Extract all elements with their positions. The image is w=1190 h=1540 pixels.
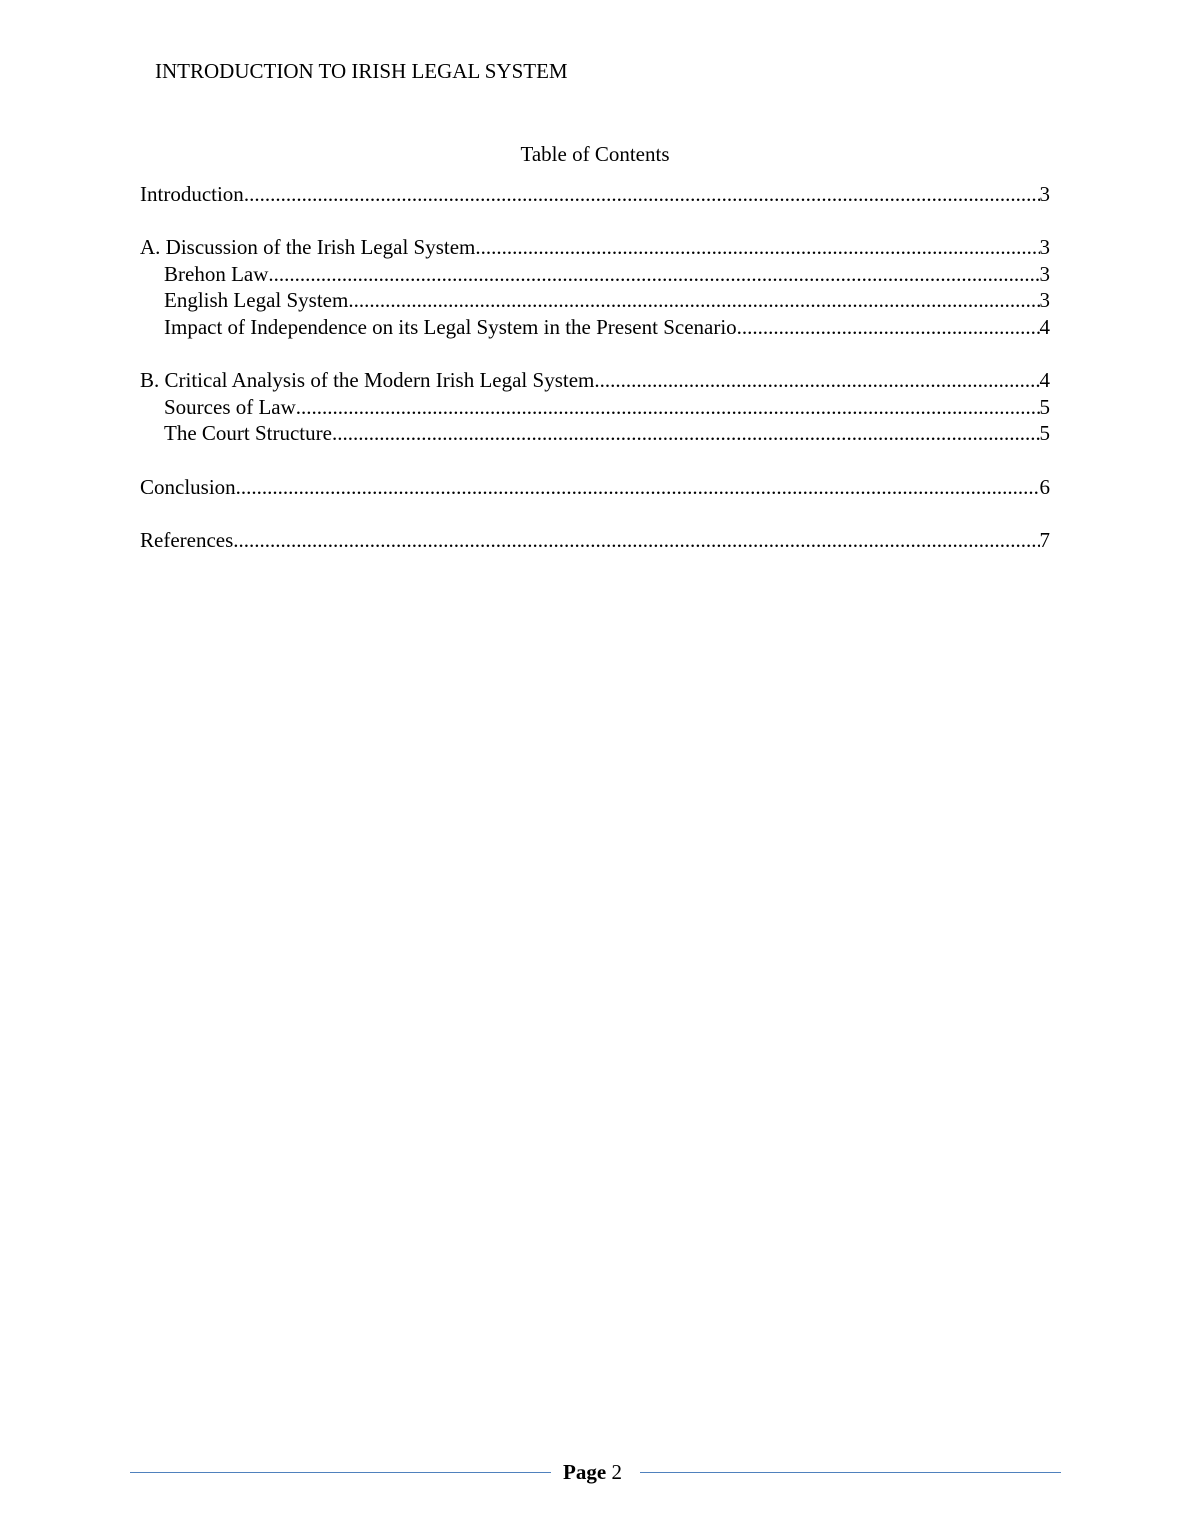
toc-dot-leader <box>475 234 1039 261</box>
page-number: 2 <box>611 1460 622 1484</box>
toc-entry-page: 3 <box>1039 235 1050 260</box>
toc-entry-page: 4 <box>1039 368 1050 393</box>
toc-entry-page: 3 <box>1039 288 1050 313</box>
page-number-label <box>551 1459 640 1485</box>
toc-entry-label: A. Discussion of the Irish Legal System <box>140 235 476 260</box>
toc-dot-leader <box>244 181 1040 208</box>
toc-entry-label: Impact of Independence on its Legal System in the Present Scenario <box>164 314 737 339</box>
toc-entry-brehon-law[interactable] <box>140 261 1050 288</box>
toc-dot-leader <box>236 474 1040 501</box>
toc-dot-leader <box>332 420 1040 447</box>
toc-entry-label: References <box>140 527 234 552</box>
toc-entry-label: Sources of Law <box>164 394 296 419</box>
toc-entry-sources-of-law[interactable] <box>140 394 1050 421</box>
toc-entry-english-legal-system[interactable] <box>140 287 1050 314</box>
table-of-contents <box>140 181 1050 553</box>
toc-entry-label: Conclusion <box>140 474 236 499</box>
page-word: Page <box>563 1460 607 1484</box>
page-footer <box>130 1457 1061 1487</box>
toc-entry-page: 3 <box>1039 182 1050 206</box>
toc-entry-label: Introduction <box>140 182 244 206</box>
toc-entry-page: 4 <box>1039 314 1050 339</box>
toc-entry-court-structure[interactable] <box>140 420 1050 447</box>
running-header: INTRODUCTION TO IRISH LEGAL SYSTEM <box>155 59 568 83</box>
toc-entry-section-b[interactable] <box>140 367 1050 394</box>
toc-entry-label: The Court Structure <box>164 421 332 446</box>
toc-entry-references[interactable] <box>140 527 1050 554</box>
toc-entry-conclusion[interactable] <box>140 474 1050 501</box>
toc-dot-leader <box>594 367 1039 394</box>
toc-entry-label: B. Critical Analysis of the Modern Irish Legal System <box>140 368 595 393</box>
toc-entry-label: English Legal System <box>164 288 349 313</box>
toc-entry-impact-of-independence[interactable] <box>140 314 1050 341</box>
toc-dot-leader <box>348 287 1039 314</box>
toc-title: Table of Contents <box>520 142 670 166</box>
toc-entry-page: 3 <box>1039 261 1050 286</box>
toc-entry-page: 6 <box>1039 474 1050 499</box>
toc-entry-introduction[interactable] <box>140 181 1050 208</box>
footer-rule-left <box>130 1472 551 1473</box>
toc-entry-label: Brehon Law <box>164 261 269 286</box>
toc-entry-section-a[interactable] <box>140 234 1050 261</box>
toc-dot-leader <box>737 314 1040 341</box>
toc-entry-page: 5 <box>1039 421 1050 446</box>
toc-entry-page: 5 <box>1039 394 1050 419</box>
toc-entry-page: 7 <box>1039 527 1050 552</box>
toc-dot-leader <box>268 261 1039 288</box>
footer-rule-right <box>640 1472 1061 1473</box>
toc-dot-leader <box>296 394 1040 421</box>
toc-dot-leader <box>233 527 1039 554</box>
